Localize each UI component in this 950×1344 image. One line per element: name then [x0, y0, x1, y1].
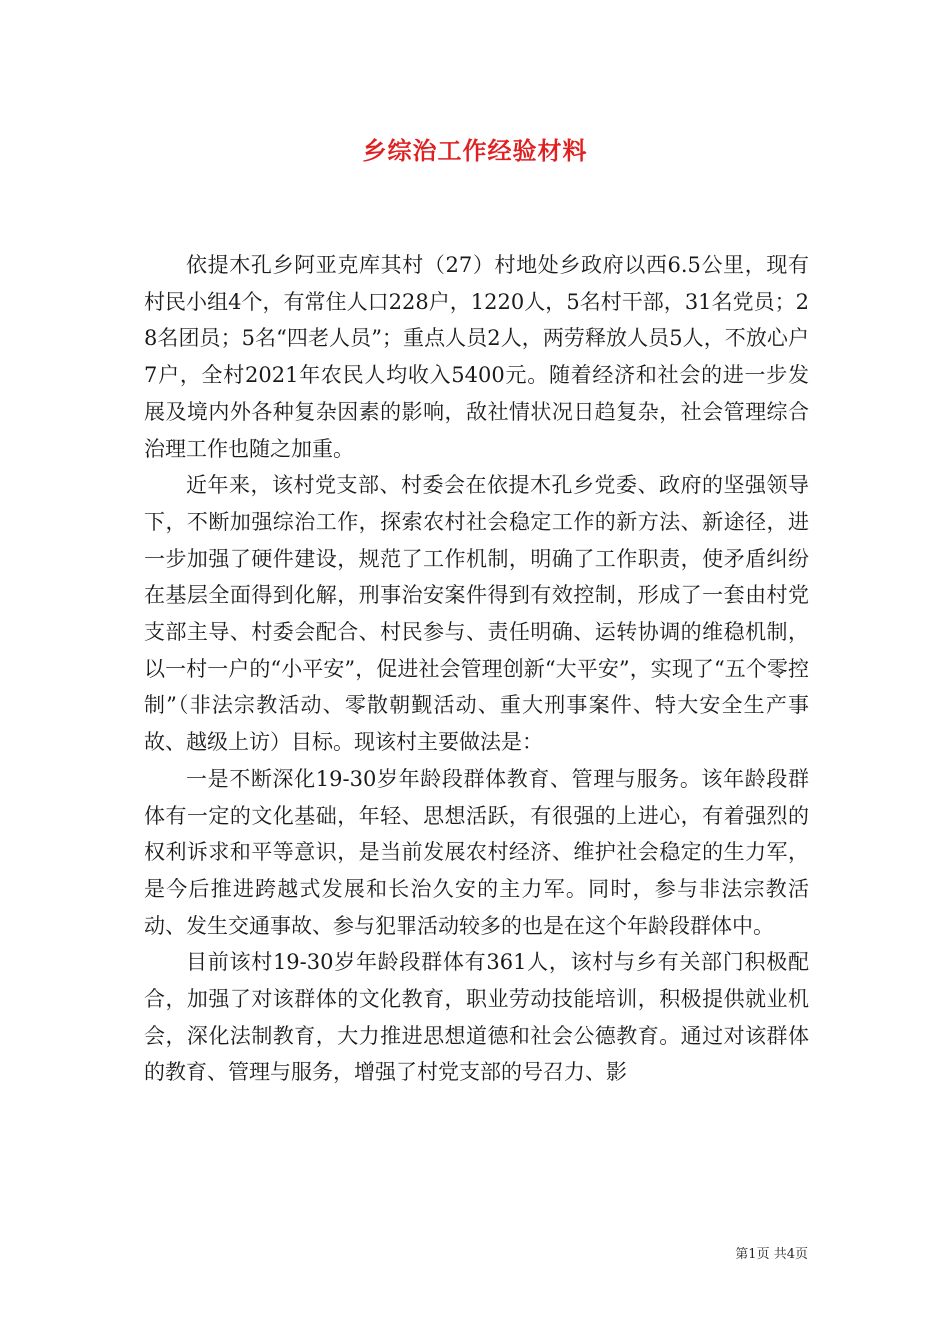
paragraph-3: 一是不断深化19-30岁年龄段群体教育、管理与服务。该年龄段群体有一定的文化基础，年轻、思想活跃，有很强的上进心，有着强烈的权利诉求和平等意识，是当前发展农村经济、维护社会稳定的生力军，是今后推进跨越式发展和长治久安的主力军。同时，参与非法宗教活动、发生交通事故、参与犯罪活动较多的也是在这个年龄段群体中。: [144, 766, 809, 938]
current-page-number: 1: [748, 1247, 757, 1262]
document-body: [144, 247, 809, 1091]
footer-suffix: 页: [794, 1247, 808, 1262]
paragraph-2: 近年来，该村党支部、村委会在依提木孔乡党委、政府的坚强领导下，不断加强综治工作，探索农村社会稳定工作的新方法、新途径，进一步加强了硬件建设，规范了工作机制，明确了工作职责，使矛盾纠纷在基层全面得到化解，刑事治安案件得到有效控制，形成了一套由村党支部主导、村委会配合、村民参与、责任明确、运转协调的维稳机制，以一村一户的“小平安”，促进社会管理创新“大平安”，实现了“五个零控制”（非法宗教活动、零散朝觐活动、重大刑事案件、特大安全生产事故、越级上访）目标。现该村主要做法是：: [144, 473, 809, 755]
document-title: 乡综治工作经验材料: [362, 136, 588, 165]
paragraph-4: 目前该村19-30岁年龄段群体有361人，该村与乡有关部门积极配合，加强了对该群体的文化教育，职业劳动技能培训，积极提供就业机会，深化法制教育，大力推进思想道德和社会公德教育。通过对该群体的教育、管理与服务，增强了村党支部的号召力、影: [144, 950, 809, 1085]
paragraph-1: 依提木孔乡阿亚克库其村（27）村地处乡政府以西6.5公里，现有村民小组4个，有常住人口228户，1220人，5名村干部，31名党员；28名团员；5名“四老人员”；重点人员2人，两劳释放人员5人，不放心户7户，全村2021年农民人均收入5400元。随着经济和社会的进一步发展及境内外各种复杂因素的影响，敌社情状况日趋复杂，社会管理综合治理工作也随之加重。: [144, 253, 809, 461]
footer-prefix: 第: [735, 1247, 749, 1262]
total-pages-number: 4: [786, 1247, 795, 1262]
footer-middle: 页 共: [756, 1247, 787, 1262]
page-footer: [735, 1246, 808, 1264]
